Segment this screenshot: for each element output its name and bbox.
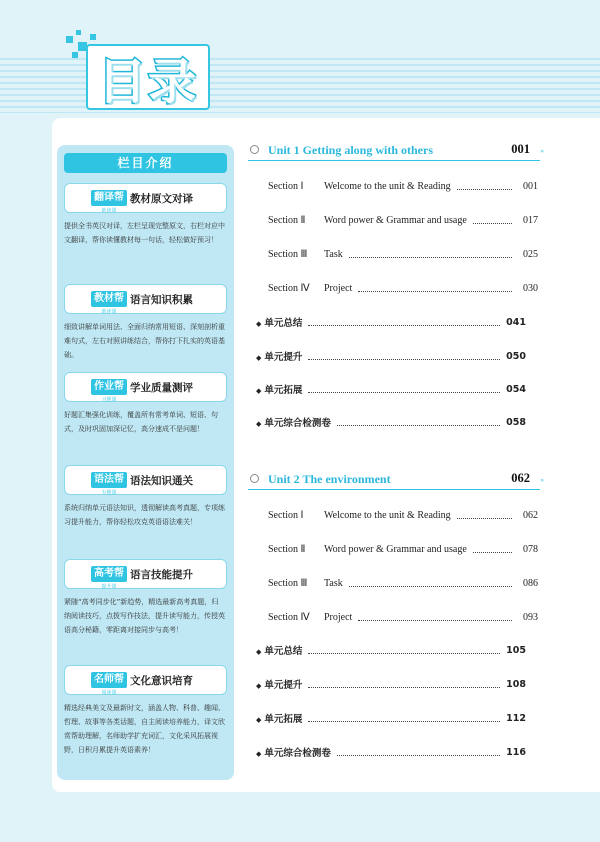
toc-row[interactable]: ◆ 单元提升 108 xyxy=(256,678,526,691)
toc-row[interactable]: Section Ⅲ Task 086 xyxy=(268,577,538,589)
feature-badge: 高考帮 提升课 xyxy=(91,566,127,582)
feature-title: 语法知识通关 xyxy=(130,474,193,487)
feature-item xyxy=(64,465,227,529)
sidebar-header: 栏目介绍 xyxy=(64,153,227,173)
feature-badge: 教材帮 助读课 xyxy=(91,291,127,307)
toc-row[interactable]: ◆ 单元总结 105 xyxy=(256,644,526,657)
toc-row[interactable]: ◆ 单元拓展 112 xyxy=(256,712,526,725)
decor-square xyxy=(76,30,81,35)
feature-text: 精选经典美文及最新时文，涵盖人物、科普、趣闻、哲理、故事等各类话题，自主阅读培养能力，译文欣赏帮助理解，名师助学扩充词汇，文化采风拓展视野，日积月累提升英语素养！ xyxy=(64,704,225,754)
feature-item xyxy=(64,559,227,637)
toc-row[interactable]: ◆ 单元综合检测卷 058 xyxy=(256,416,526,429)
bulb-icon xyxy=(250,145,259,154)
toc-row[interactable]: ◆ 单元提升 050 xyxy=(256,350,526,363)
unit-title: Unit 2 The environment xyxy=(268,472,391,486)
arrow-icon: ◆ xyxy=(256,320,262,328)
arrow-icon: ◆ xyxy=(256,682,262,690)
feature-title: 学业质量测评 xyxy=(130,381,193,394)
feature-text: 紧随“高考同步化”新趋势，精选最新高考真题，归纳阅读技巧，点拨写作技法，提升读写能力，传授英语高分秘籍，零距离对接同步与高考！ xyxy=(64,598,225,634)
feature-title: 文化意识培育 xyxy=(130,674,193,687)
toc-row[interactable]: ◆ 单元拓展 054 xyxy=(256,383,526,396)
arrow-icon: ◆ xyxy=(256,716,262,724)
feature-text: 系统归纳单元语法知识，透彻解读高考真题，专项练习提升能力，帮你轻松攻克英语语法难关！ xyxy=(64,504,225,526)
feature-badge: 语法帮 专题课 xyxy=(91,472,127,488)
feature-title: 语言技能提升 xyxy=(130,568,193,581)
arrow-icon: ◆ xyxy=(256,420,262,428)
decor-square xyxy=(90,34,96,40)
feature-text: 提供全书英汉对译，左栏呈现完整原文，右栏对应中文翻译，帮你读懂教材每一句话，轻松做好预习！ xyxy=(64,222,225,244)
toc-row[interactable]: ◆ 单元综合检测卷 116 xyxy=(256,746,526,759)
feature-title: 语言知识积累 xyxy=(130,293,193,306)
toc-row[interactable]: Section Ⅲ Task 025 xyxy=(268,248,538,260)
toc-row[interactable]: Section Ⅳ Project 030 xyxy=(268,282,538,294)
toc-row[interactable]: Section Ⅱ Word power & Grammar and usage 078 xyxy=(268,543,538,555)
feature-item xyxy=(64,372,227,436)
feature-item xyxy=(64,183,227,247)
page-title-box xyxy=(86,44,210,110)
bulb-icon xyxy=(250,474,259,483)
unit-title: Unit 1 Getting along with others xyxy=(268,143,433,157)
arrow-icon: ◆ xyxy=(256,750,262,758)
feature-item xyxy=(64,284,227,362)
toc-row[interactable]: Section Ⅰ Welcome to the unit & Reading 001 xyxy=(268,180,538,192)
unit-page: 062 xyxy=(511,471,530,485)
unit-page: 001 xyxy=(511,142,530,156)
unit-header xyxy=(248,142,544,161)
toc-row[interactable]: ◆ 单元总结 041 xyxy=(256,316,526,329)
arrow-icon: ◆ xyxy=(256,354,262,362)
decor-square xyxy=(66,36,73,43)
arrow-icon: ◆ xyxy=(256,387,262,395)
feature-item xyxy=(64,665,227,757)
toc-row[interactable]: Section Ⅱ Word power & Grammar and usage 017 xyxy=(268,214,538,226)
toc-row[interactable]: Section Ⅰ Welcome to the unit & Reading 062 xyxy=(268,509,538,521)
unit-header xyxy=(248,471,544,490)
chevron-right-icon: » xyxy=(540,148,544,155)
feature-badge: 作业帮 习题课 xyxy=(91,379,127,395)
feature-text: 细致讲解单词用法、全面归纳常用短语、深刻剖析重难句式，左右对照讲练结合，帮你打下扎实的英语基础。 xyxy=(64,323,225,359)
chevron-right-icon: » xyxy=(540,477,544,484)
arrow-icon: ◆ xyxy=(256,648,262,656)
feature-title: 教材原文对译 xyxy=(130,192,193,205)
feature-badge: 翻译帮 助读课 xyxy=(91,190,127,206)
feature-badge: 名师帮 阅读课 xyxy=(91,672,127,688)
decor-square xyxy=(72,52,78,58)
toc-row[interactable]: Section Ⅳ Project 093 xyxy=(268,611,538,623)
page-title: 目录 xyxy=(97,53,198,110)
feature-text: 好题汇集强化训练，覆盖所有常考单词、短语、句式，及时巩固加深记忆，高分速成不是问题！ xyxy=(64,411,218,433)
